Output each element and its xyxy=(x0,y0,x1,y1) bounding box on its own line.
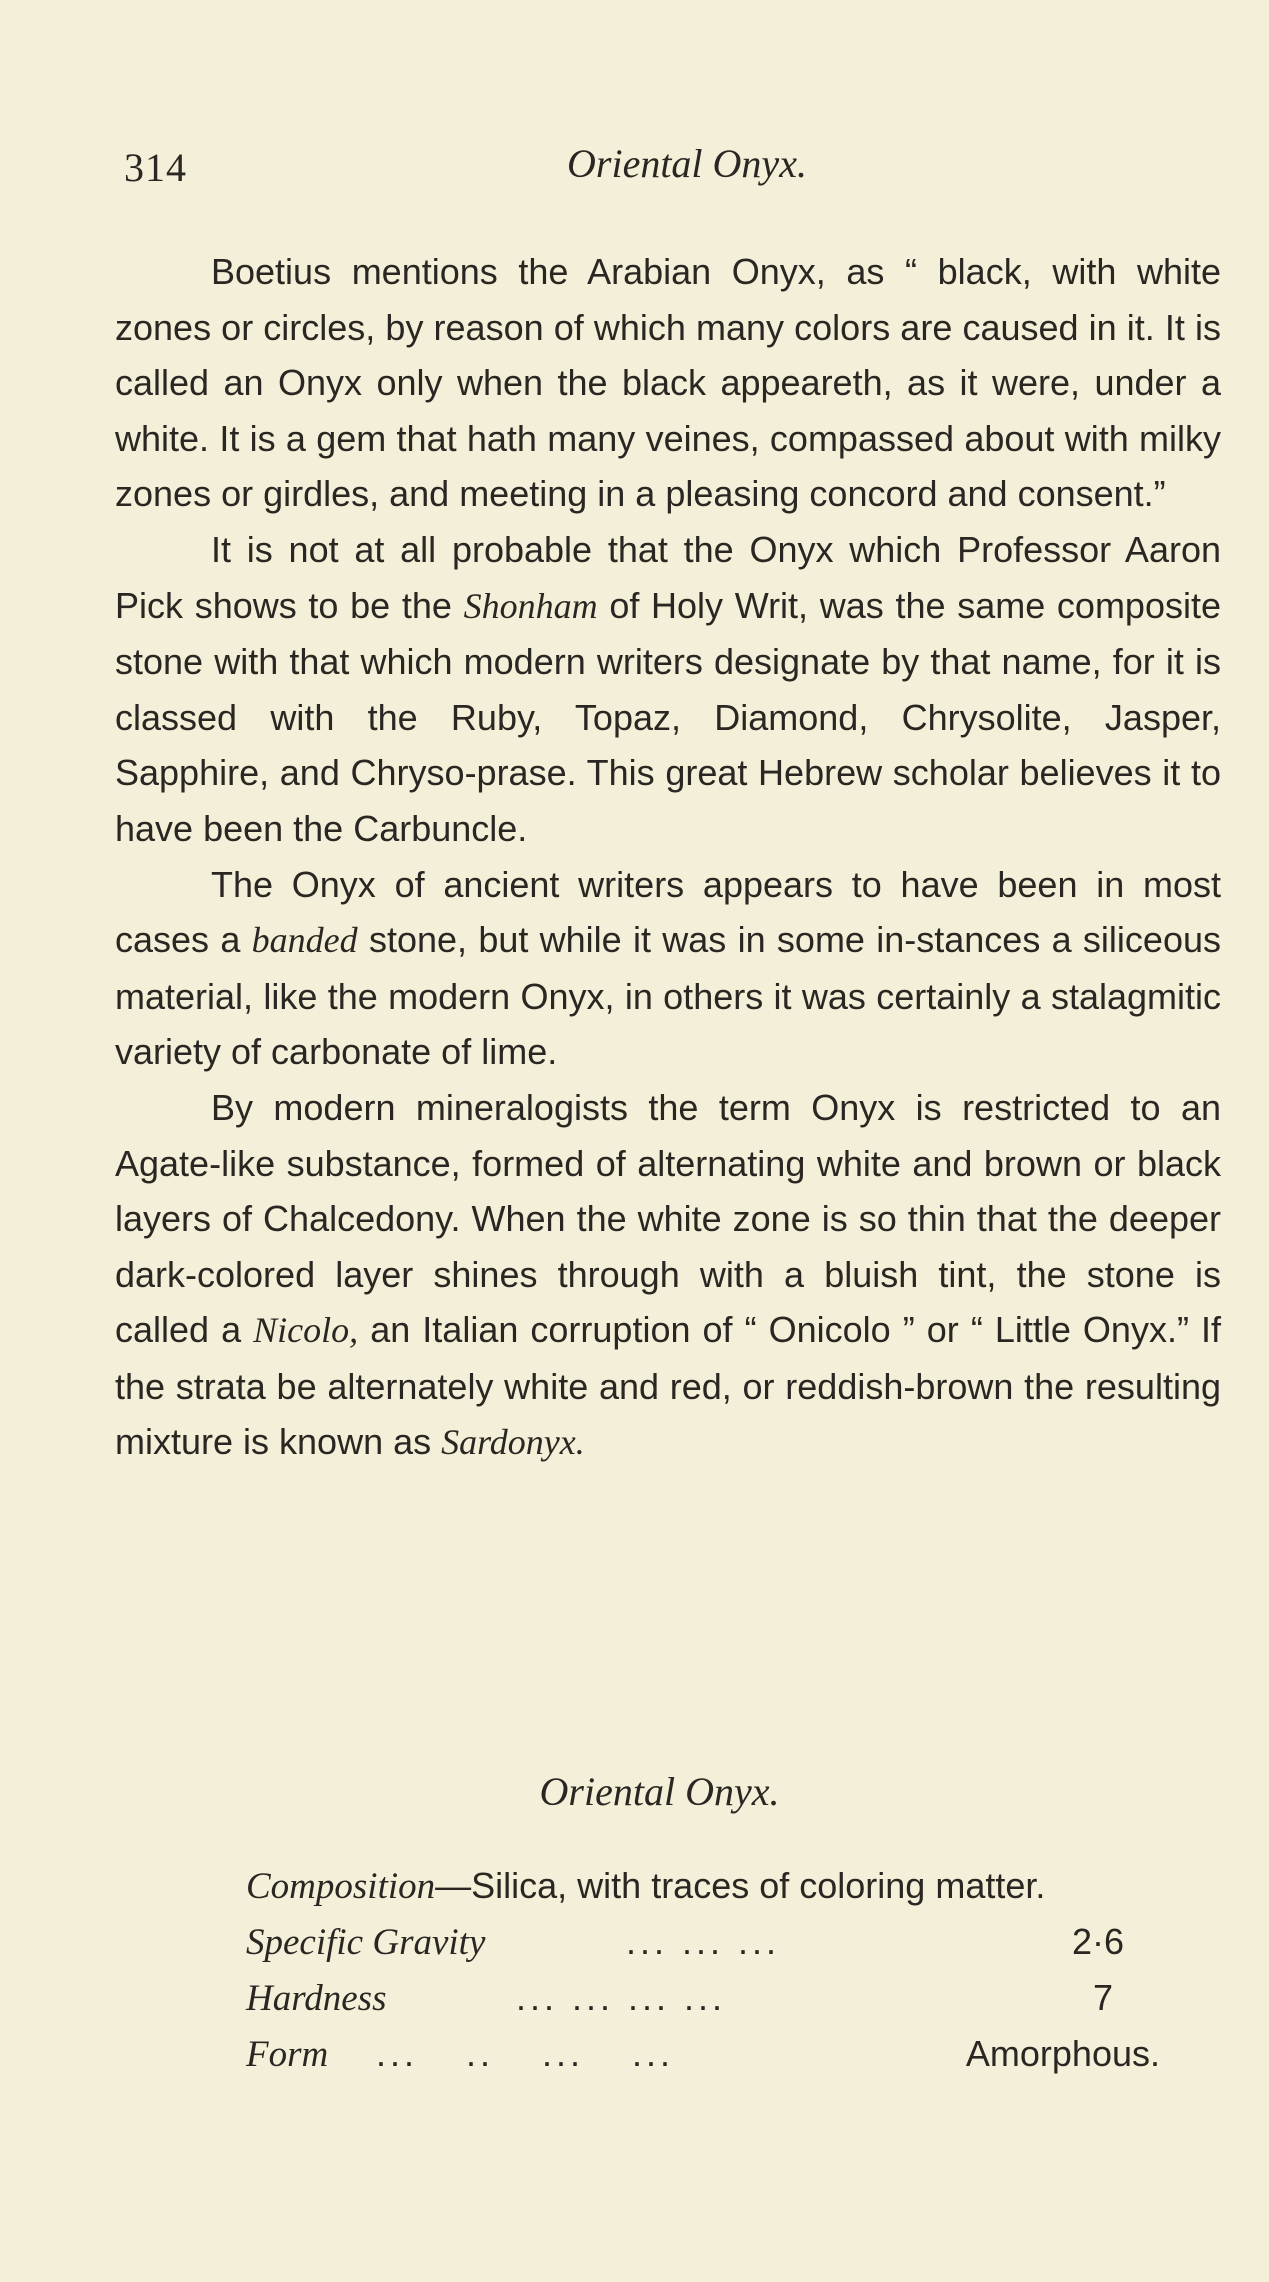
hardness-label: Hardness xyxy=(246,1978,387,2019)
paragraph-3-emphasis: banded xyxy=(251,920,358,961)
paragraph-2 xyxy=(115,522,1221,857)
form-value: Amorphous. xyxy=(965,2033,1160,2074)
paragraph-4-emphasis-nicolo: Nicolo, xyxy=(253,1310,359,1351)
properties-table xyxy=(246,1858,1216,2082)
form-leader-dots: ... .. ... ... xyxy=(376,2033,675,2074)
paragraph-4-text-a: By modern mineralogists the term Onyx is restricted to an Agate-like substance, formed of alternating white and brown or black layers of Chalcedony. When the white zone is so thin that the deeper dark-colored layer shines through with a bluish tint, the stone is called a xyxy=(115,1086,1221,1351)
paragraph-4-emphasis-sardonyx: Sardonyx. xyxy=(441,1422,585,1463)
paragraph-4 xyxy=(115,1080,1221,1471)
paragraph-2-text-a: It is not at all probable that the Onyx which Professor Aaron Pick shows to be the xyxy=(115,528,1221,626)
composition-label: Composition xyxy=(246,1866,436,1907)
running-title: Oriental Onyx. xyxy=(567,141,807,186)
hardness-value: 7 xyxy=(1092,1977,1113,2018)
composition-value: —Silica, with traces of coloring matter. xyxy=(435,1865,1046,1906)
body-text xyxy=(115,244,1221,1471)
property-row-hardness xyxy=(246,1970,1216,2026)
gravity-label: Specific Gravity xyxy=(246,1922,486,1963)
paragraph-3 xyxy=(115,857,1221,1080)
paragraph-4-text-b: an Italian corruption of “ Onicolo ” or “ Little Onyx.” If the strata be alternately white and red, or reddish-brown the resulting mixture is known as xyxy=(115,1309,1221,1463)
paragraph-3-text-a: The Onyx of ancient writers appears to have been in most cases a xyxy=(115,863,1221,961)
paragraph-3-text-b: stone, but while it was in some in-stances a siliceous material, like the modern Onyx, in others it was certainly a stalagmitic variety of carbonate of lime. xyxy=(115,919,1221,1073)
property-row-form xyxy=(246,2026,1216,2082)
properties-title: Oriental Onyx. xyxy=(539,1769,780,1814)
hardness-leader-dots: ... ... ... ... xyxy=(516,1977,727,2018)
paragraph-2-emphasis: Shonham xyxy=(463,585,598,626)
property-row-gravity xyxy=(246,1914,1216,1970)
paragraph-1: Boetius mentions the Arabian Onyx, as “ black, with white zones or circles, by reason of which many colors are caused in it. It is called an Onyx only when the black appeareth, as it were, under a white. It is a gem that hath many veines, compassed about with milky zones or girdles, and meeting in a pleasing concord and consent.” xyxy=(115,251,1221,515)
paragraph-2-text-b: of Holy Writ, was the same composite stone with that which modern writers designate by that name, for it is classed with the Ruby, Topaz, Diamond, Chrysolite, Jasper, Sapphire, and Chryso-prase. This great Hebrew scholar believes it to have been the Carbuncle. xyxy=(115,584,1221,849)
form-label: Form xyxy=(246,2034,329,2075)
gravity-value: 2·6 xyxy=(1071,1921,1124,1962)
property-row-composition xyxy=(246,1858,1216,1914)
page-number: 314 xyxy=(124,145,187,190)
gravity-leader-dots: ... ... ... xyxy=(626,1921,781,1962)
running-head xyxy=(112,140,1212,200)
